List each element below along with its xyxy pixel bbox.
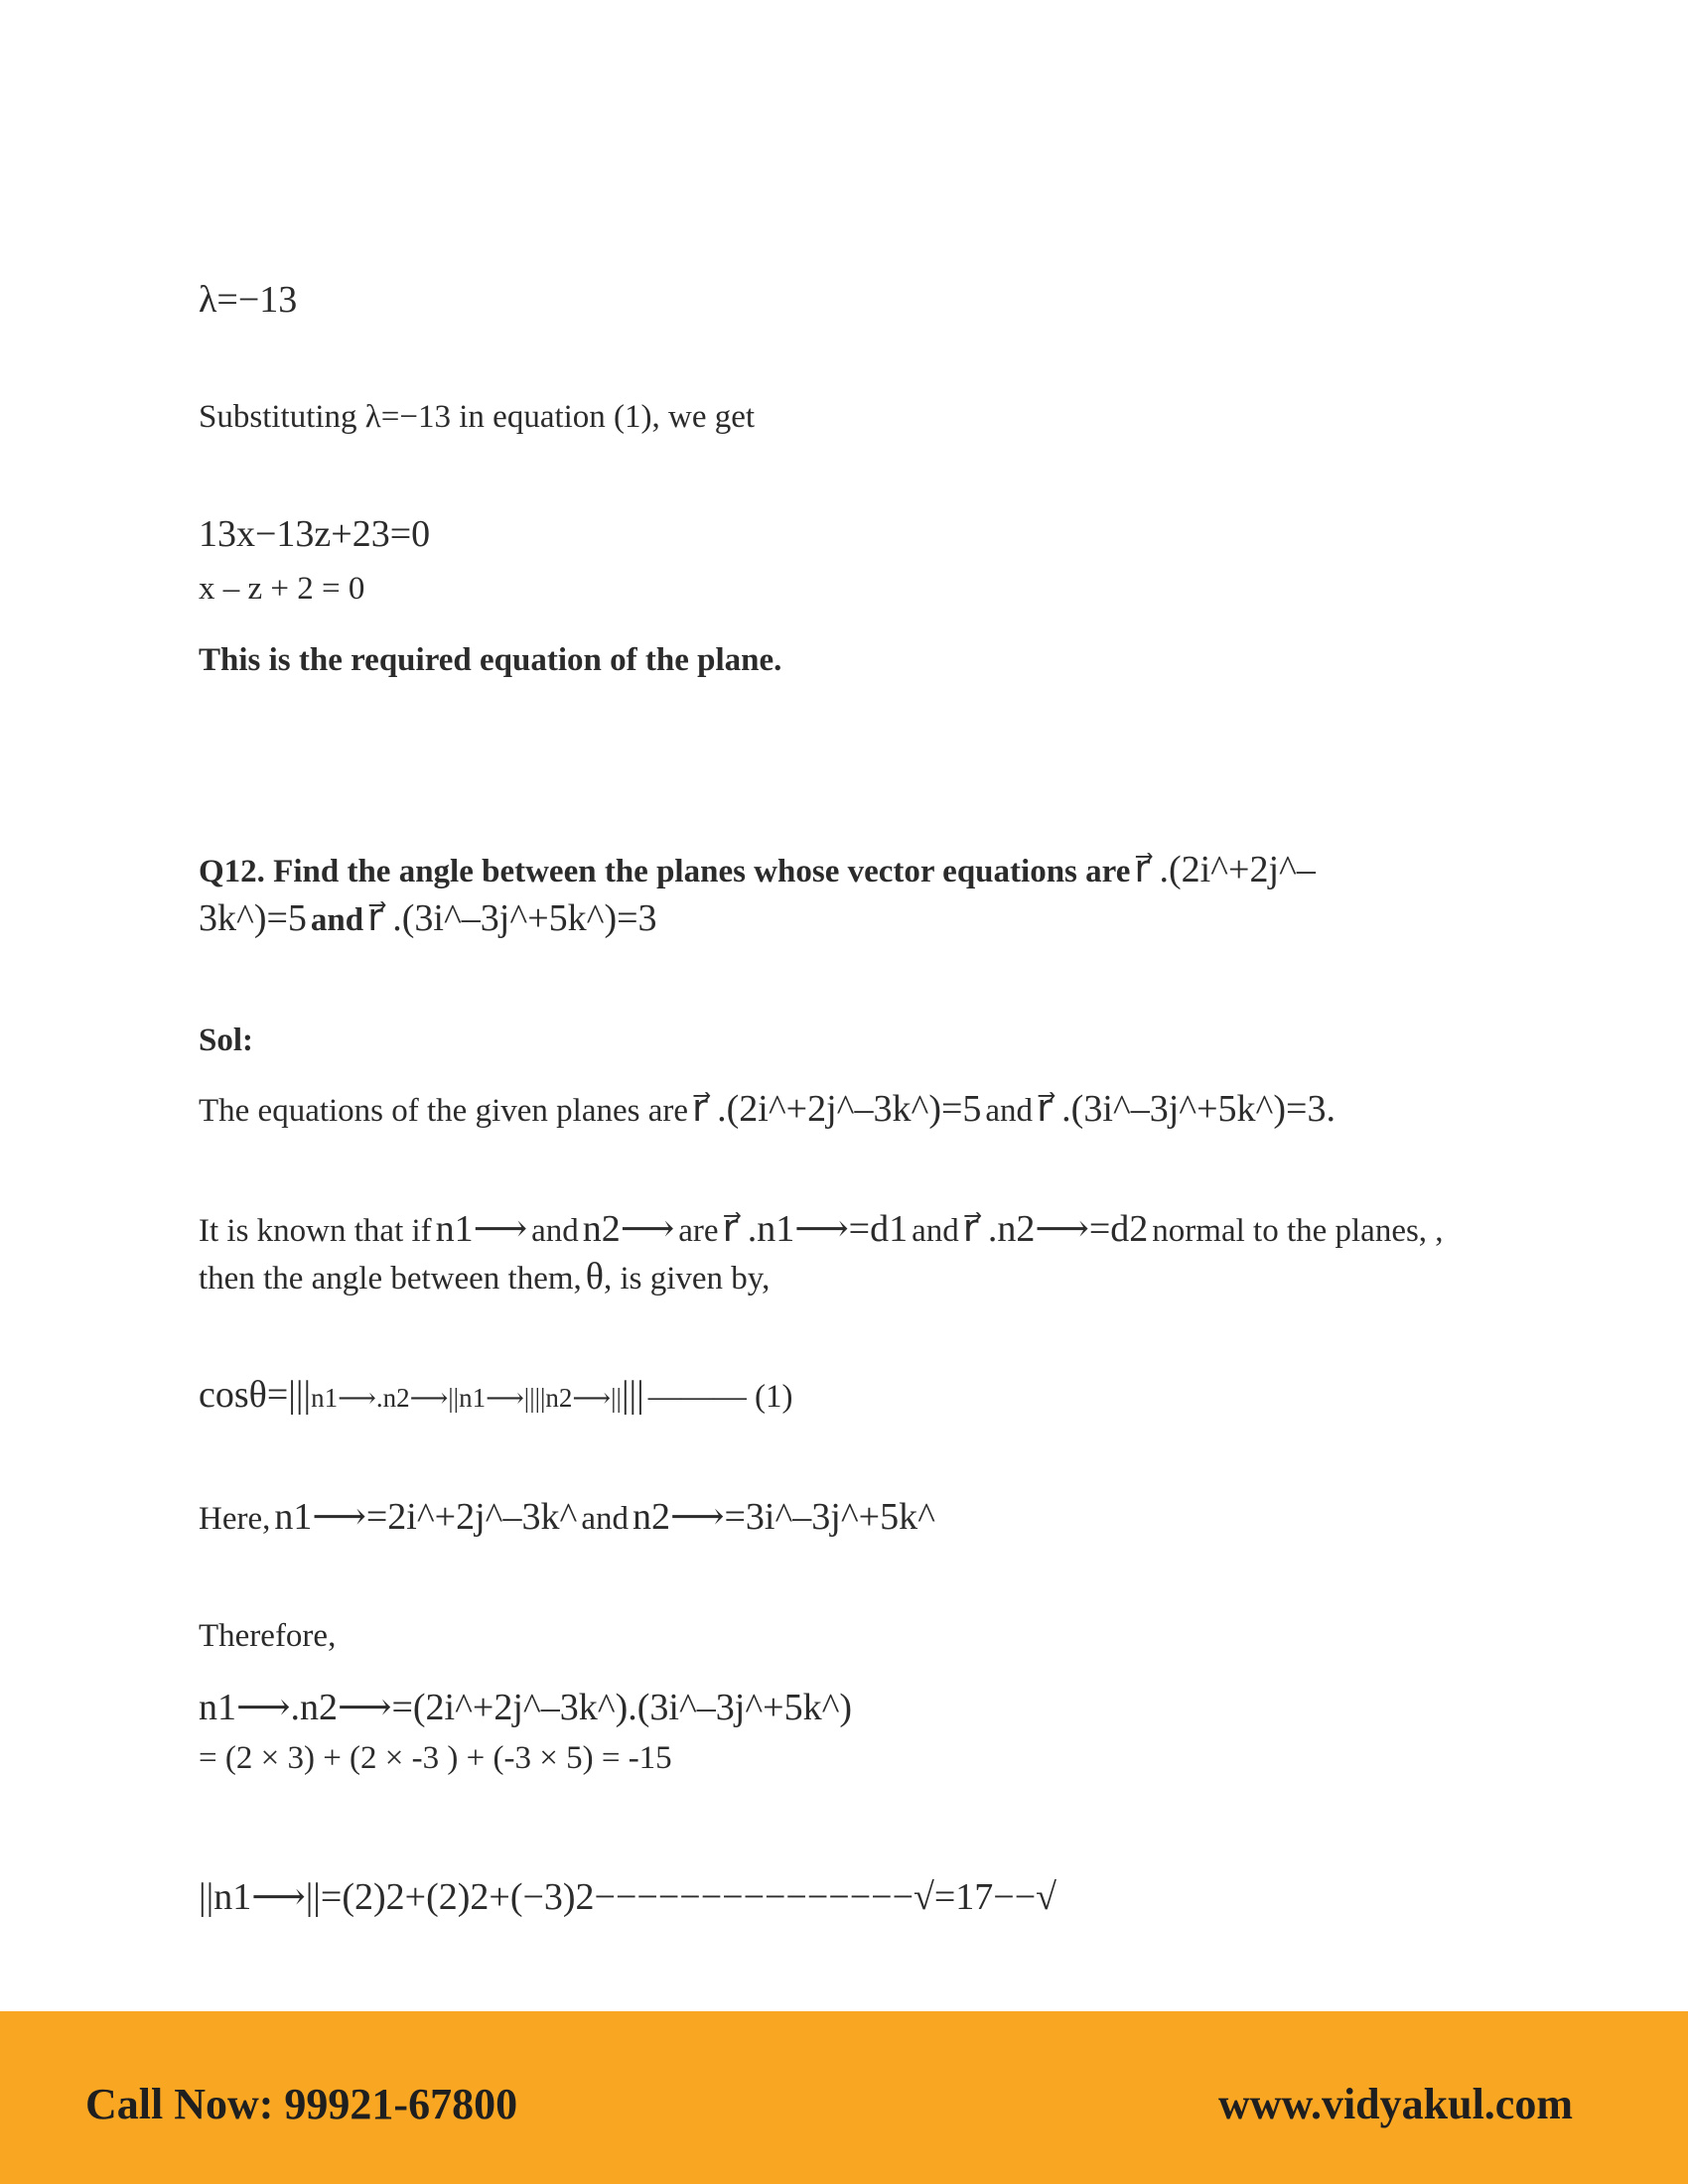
conclusion-text: This is the required equation of the plane. — [199, 642, 782, 678]
cos-formula — [199, 1373, 793, 1417]
footer-banner — [0, 2011, 1688, 2184]
given-and: and — [985, 1093, 1034, 1129]
substitute-text: Substituting λ=−13 in equation (1), we get — [199, 399, 756, 435]
known-theta: θ — [585, 1256, 604, 1297]
q12-text: Q12. Find the angle between the planes whose vector equations are — [199, 854, 1131, 889]
known-line-1 — [199, 1206, 1444, 1251]
given-text: The equations of the given planes are — [199, 1093, 688, 1129]
equation-a-text: 13x−13z+23=0 — [199, 513, 431, 555]
known-and-2: and — [912, 1213, 959, 1249]
conclusion-line — [199, 642, 781, 679]
lambda-value: λ=−13 — [199, 279, 298, 321]
q12-and: and — [310, 902, 364, 938]
given-line — [199, 1086, 1336, 1131]
known-line-2 — [199, 1255, 770, 1298]
question-12 — [199, 847, 1316, 891]
magnitude-line — [199, 1874, 1056, 1919]
footer-website-link[interactable]: www.vidyakul.com — [1218, 2080, 1573, 2128]
known-n2: n2⟶ — [582, 1208, 675, 1250]
known-text-1: It is known that if — [199, 1213, 432, 1249]
equation-a — [199, 512, 430, 556]
known-and-1: and — [531, 1213, 579, 1249]
magnitude-text: ||n1⟶||=(2)2+(2)2+(−3)2−−−−−−−−−−−−−−−√=17−−√ — [199, 1876, 1057, 1918]
cos-end: ||| — [621, 1374, 644, 1416]
known-text-2a: then the angle between them, — [199, 1261, 582, 1297]
equation-b — [199, 571, 364, 608]
cos-main: cosθ=||| — [199, 1374, 312, 1416]
given-math-b: r⃗ .(3i^–3j^+5k^)=3. — [1037, 1088, 1336, 1130]
dot-result-text: = (2 × 3) + (2 × -3 ) + (-3 × 5) = -15 — [199, 1740, 672, 1776]
dot-result-line — [199, 1740, 672, 1777]
sol-label-text: Sol: — [199, 1023, 254, 1058]
known-eq-2: r⃗ .n2⟶=d2 — [962, 1208, 1149, 1250]
here-n1: n1⟶=2i^+2j^–3k^ — [274, 1496, 578, 1538]
footer-phone[interactable]: Call Now: 99921-67800 — [85, 2080, 518, 2128]
known-eq-1: r⃗ .n1⟶=d1 — [722, 1208, 909, 1250]
therefore-text: Therefore, — [199, 1618, 337, 1654]
cos-fraction: n1⟶.n2⟶||n1⟶||||n2⟶|| — [311, 1383, 622, 1413]
known-tail: normal to the planes, , — [1152, 1213, 1444, 1249]
known-are: are — [678, 1213, 719, 1249]
here-label: Here, — [199, 1501, 271, 1537]
cos-tag: ——— (1) — [647, 1379, 793, 1415]
here-line — [199, 1494, 935, 1539]
here-n2: n2⟶=3i^–3j^+5k^ — [632, 1496, 935, 1538]
q12-math-a-end: 3k^)=5 — [199, 897, 307, 939]
sol-label — [199, 1023, 253, 1059]
q12-math-a: r⃗ .(2i^+2j^– — [1134, 849, 1316, 890]
here-and: and — [581, 1501, 629, 1537]
therefore-line — [199, 1618, 336, 1655]
substitute-line — [199, 399, 755, 436]
known-text-2b: , is given by, — [603, 1261, 771, 1297]
lambda-line — [199, 278, 297, 322]
given-math-a: r⃗ .(2i^+2j^–3k^)=5 — [692, 1088, 982, 1130]
equation-b-text: x – z + 2 = 0 — [199, 571, 365, 607]
dot-product-text: n1⟶.n2⟶=(2i^+2j^–3k^).(3i^–3j^+5k^) — [199, 1687, 853, 1728]
q12-math-b: r⃗ .(3i^–3j^+5k^)=3 — [367, 897, 657, 939]
question-12-line2 — [199, 895, 657, 940]
dot-product-line — [199, 1685, 852, 1729]
known-n1: n1⟶ — [435, 1208, 528, 1250]
